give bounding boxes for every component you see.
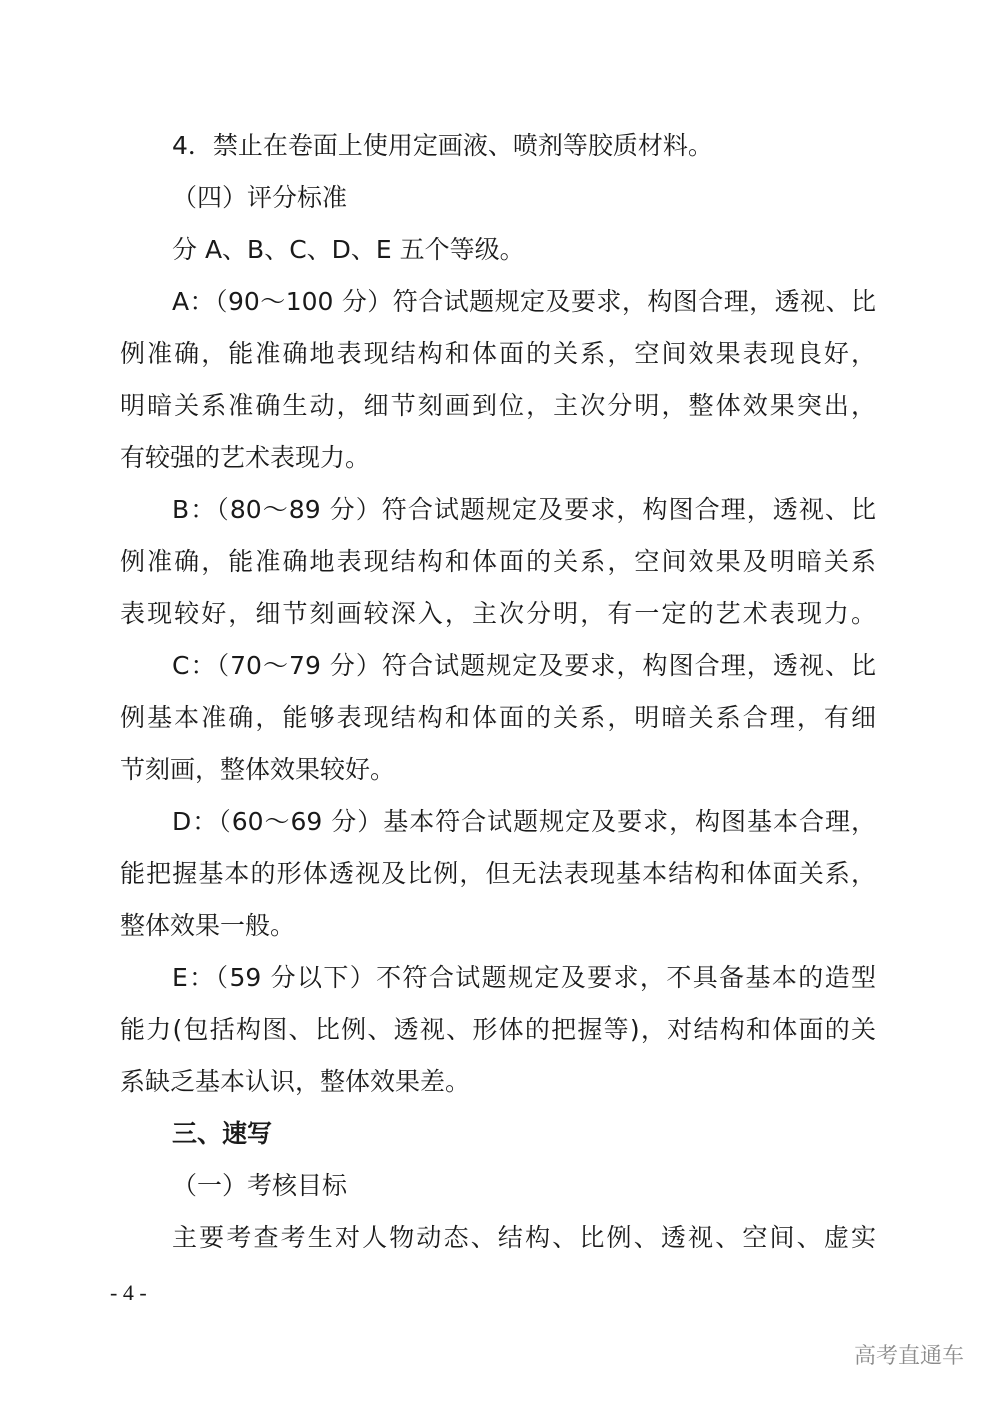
grade-a-line: A：（90～100 分）符合试题规定及要求，构图合理，透视、比 xyxy=(172,287,876,316)
subsection-heading-objectives: （一）考核目标 xyxy=(172,1171,348,1200)
grade-e-line: 能力(包括构图、比例、透视、形体的把握等)，对结构和体面的关 xyxy=(120,1015,876,1044)
grade-b-line: 表现较好，细节刻画较深入，主次分明，有一定的艺术表现力。 xyxy=(120,599,876,628)
grade-b-line: 例准确，能准确地表现结构和体面的关系，空间效果及明暗关系 xyxy=(120,547,876,576)
grade-e-line: E：（59 分以下）不符合试题规定及要求，不具备基本的造型 xyxy=(172,963,876,992)
rule-item-4: 4．禁止在卷面上使用定画液、喷剂等胶质材料。 xyxy=(172,131,713,160)
objectives-text: 主要考查考生对人物动态、结构、比例、透视、空间、虚实 xyxy=(172,1223,876,1252)
grade-d-line: 能把握基本的形体透视及比例，但无法表现基本结构和体面关系， xyxy=(120,859,876,888)
grade-c-line: C：（70～79 分）符合试题规定及要求，构图合理，透视、比 xyxy=(172,651,876,680)
grade-a-line: 有较强的艺术表现力。 xyxy=(120,443,371,472)
section-heading-sketch: 三、速写 xyxy=(172,1119,273,1148)
grades-intro: 分 A、B、C、D、E 五个等级。 xyxy=(172,235,525,264)
grade-e-line: 系缺乏基本认识，整体效果差。 xyxy=(120,1067,471,1096)
grade-d-line: 整体效果一般。 xyxy=(120,911,296,940)
grade-c-line: 例基本准确，能够表现结构和体面的关系，明暗关系合理，有细 xyxy=(120,703,876,732)
section-heading-scoring: （四）评分标准 xyxy=(172,183,348,212)
watermark-text: 高考直通车 xyxy=(853,1344,964,1369)
grade-c-line: 节刻画，整体效果较好。 xyxy=(120,755,396,784)
page-number: - 4 - xyxy=(110,1280,147,1305)
grade-b-line: B：（80～89 分）符合试题规定及要求，构图合理，透视、比 xyxy=(172,495,876,524)
grade-d-line: D：（60～69 分）基本符合试题规定及要求，构图基本合理， xyxy=(172,807,876,836)
grade-a-line: 例准确，能准确地表现结构和体面的关系，空间效果表现良好， xyxy=(120,339,876,368)
grade-a-line: 明暗关系准确生动，细节刻画到位，主次分明，整体效果突出， xyxy=(120,391,876,420)
